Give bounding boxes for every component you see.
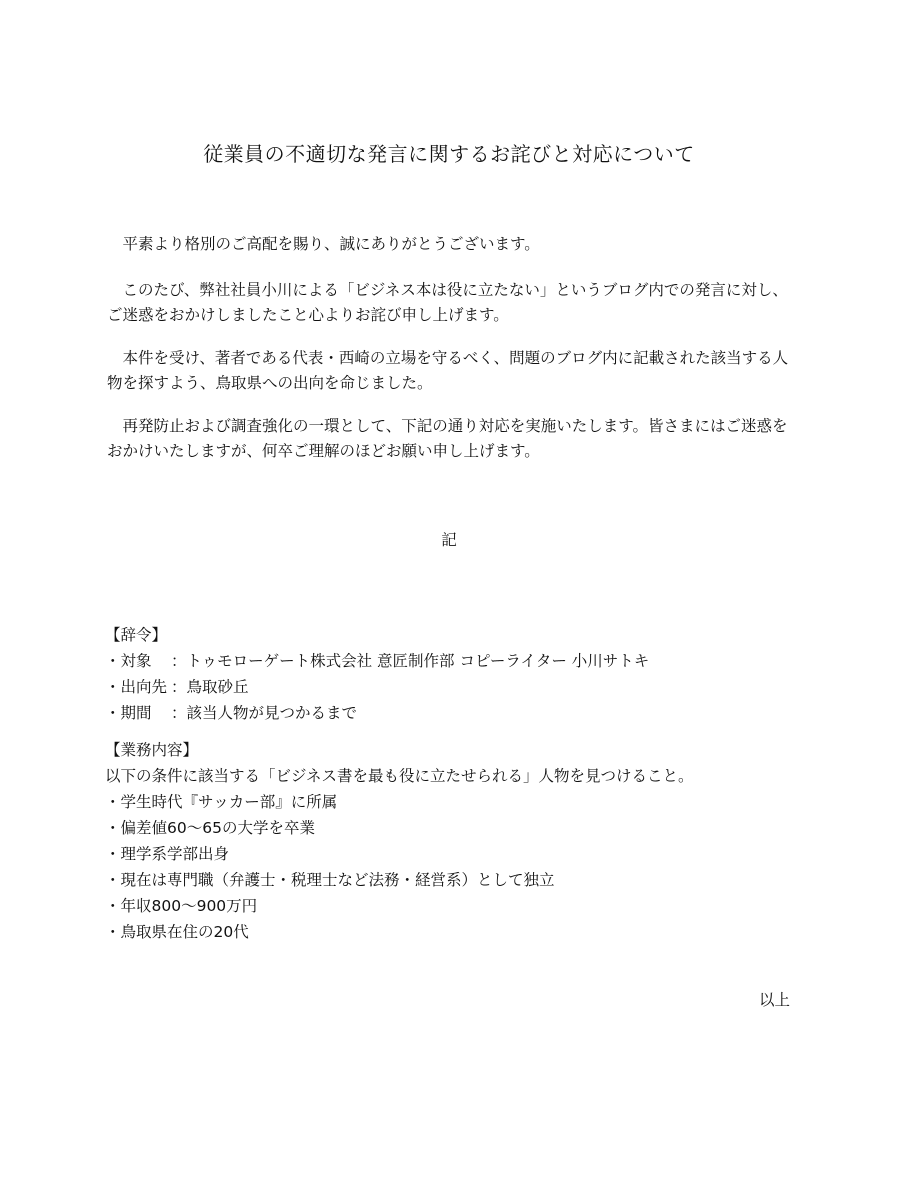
paragraph-assignment-text: 本件を受け、著者である代表・西崎の立場を守るべく、問題のブログ内に記載された該当する人物を探すよう、鳥取県への出向を命じました。 (107, 349, 789, 392)
paragraph-assignment (107, 346, 793, 396)
appointment-item-period (105, 700, 805, 726)
appointment-value: ：鳥取砂丘 (171, 678, 249, 696)
duties-item: ・偏差値60〜65の大学を卒業 (105, 819, 315, 837)
appointment-item-destination (105, 674, 805, 700)
duties-item: ・理学系学部出身 (105, 845, 230, 863)
duties-intro: 以下の条件に該当する「ビジネス書を最も役に立たせられる」人物を見つけること。 (105, 767, 694, 785)
closing-mark: 以上 (758, 991, 790, 1009)
duties-heading: 【業務内容】 (105, 741, 199, 759)
appointment-item-target (105, 648, 805, 674)
duties-item: ・現在は専門職（弁護士・税理士など法務・経営系）として独立 (105, 871, 555, 889)
duties-item: ・年収800〜900万円 (105, 897, 258, 915)
paragraph-apology-text: このたび、弊社社員小川による「ビジネス本は役に立たない」というブログ内での発言に対し、ご迷惑をおかけしましたこと心よりお詫び申し上げます。 (107, 281, 788, 324)
appointment-label: ・対象 (105, 652, 152, 670)
paragraph-measures-text: 再発防止および調査強化の一環として、下記の通り対応を実施いたします。皆さまにはご迷惑をおかけいたしますが、何卒ご理解のほどお願い申し上げます。 (107, 417, 788, 460)
duties-item: ・学生時代『サッカー部』に所属 (105, 793, 338, 811)
ki-marker: 記 (441, 531, 457, 549)
paragraph-greeting-text: 平素より格別のご高配を賜り、誠にありがとうございます。 (122, 235, 540, 253)
paragraph-measures (107, 414, 793, 464)
document-title: 従業員の不適切な発言に関するお詫びと対応について (203, 142, 695, 166)
paragraph-apology (107, 278, 793, 328)
duties-section (105, 737, 805, 945)
appointment-label: ・期間 (105, 704, 152, 722)
appointment-label: ・出向先 (105, 678, 168, 696)
paragraph-greeting (107, 232, 793, 257)
duties-item: ・鳥取県在住の20代 (105, 923, 249, 941)
appointment-value: ：該当人物が見つかるまで (171, 704, 358, 722)
appointment-section (105, 622, 805, 726)
appointment-heading: 【辞令】 (105, 626, 168, 644)
appointment-value: ：トゥモローゲート株式会社 意匠制作部 コピーライター 小川サトキ (171, 652, 650, 670)
